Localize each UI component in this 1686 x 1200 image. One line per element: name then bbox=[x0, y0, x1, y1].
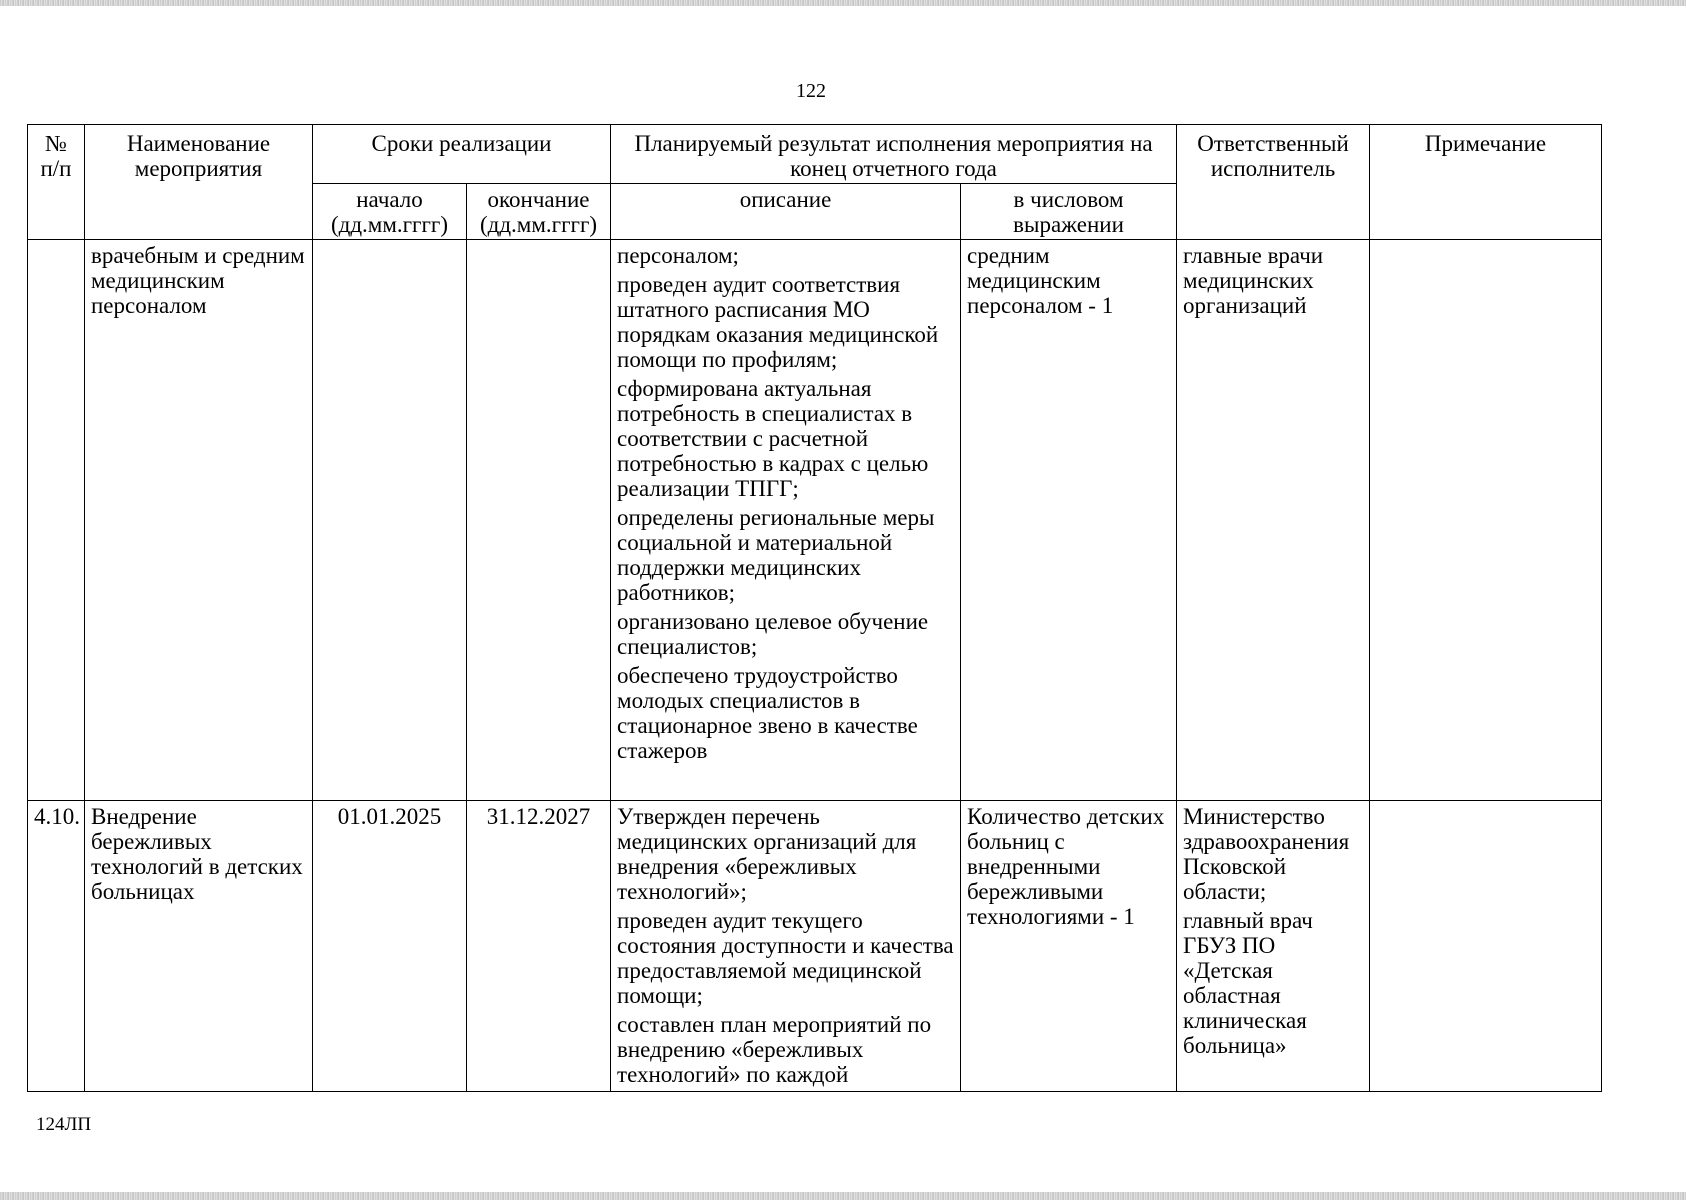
description-item: организовано целевое обучение специалистов; bbox=[617, 609, 929, 659]
cell-numeric: средним медицинским персоналом - 1 bbox=[961, 240, 1177, 801]
cell-start: 01.01.2025 bbox=[313, 801, 467, 1092]
description-item: сформирована актуальная потребность в специалистах в соответствии с расчетной потребностью в кадрах с целью реализации ТПГГ; bbox=[617, 376, 929, 501]
plan-table bbox=[27, 124, 1602, 1092]
header-row-main bbox=[28, 125, 1602, 184]
cell-description bbox=[611, 801, 961, 1092]
cell-num: 4.10. bbox=[28, 801, 85, 1092]
cell-responsible bbox=[1177, 240, 1370, 801]
page-number: 122 bbox=[796, 80, 826, 102]
cell-numeric: Количество детских больниц с внедренными бережливыми технологиями - 1 bbox=[961, 801, 1177, 1092]
cell-note bbox=[1370, 240, 1602, 801]
header-note: Примечание bbox=[1370, 125, 1602, 240]
header-result: Планируемый результат исполнения мероприятия на конец отчетного года bbox=[611, 125, 1177, 184]
table-row bbox=[28, 801, 1602, 1092]
responsible-item: Министерство здравоохранения Псковской области; bbox=[1183, 804, 1350, 904]
cell-name: Внедрение бережливых технологий в детских больницах bbox=[85, 801, 313, 1092]
header-description: описание bbox=[611, 184, 961, 240]
header-terms: Сроки реализации bbox=[313, 125, 611, 184]
description-item: составлен план мероприятий по внедрению «бережливых технологий» по каждой bbox=[617, 1012, 932, 1087]
cell-note bbox=[1370, 801, 1602, 1092]
cell-name: врачебным и средним медицинским персоналом bbox=[85, 240, 313, 801]
header-end: окончание (дд.мм.гггг) bbox=[467, 184, 611, 240]
description-item: Утвержден перечень медицинских организаций для внедрения «бережливых технологий»; bbox=[617, 804, 917, 904]
header-responsible: Ответственный исполнитель bbox=[1177, 125, 1370, 240]
header-numeric: в числовом выражении bbox=[961, 184, 1177, 240]
description-item: обеспечено трудоустройство молодых специалистов в стационарное звено в качестве стажеров bbox=[617, 663, 918, 763]
header-name: Наименование мероприятия bbox=[85, 125, 313, 240]
responsible-item: главные врачи медицинских организаций bbox=[1183, 243, 1324, 318]
cell-description bbox=[611, 240, 961, 801]
description-item: персоналом; bbox=[617, 243, 739, 268]
description-item: проведен аудит текущего состояния доступности и качества предоставляемой медицинской помощи; bbox=[617, 908, 954, 1008]
description-item: проведен аудит соответствия штатного расписания МО порядкам оказания медицинской помощи по профилям; bbox=[617, 272, 939, 372]
scan-edge-bottom bbox=[0, 1192, 1686, 1200]
header-num: № п/п bbox=[28, 125, 85, 240]
table-row bbox=[28, 240, 1602, 801]
description-item: определены региональные меры социальной и материальной поддержки медицинских работников; bbox=[617, 505, 935, 605]
responsible-item: главный врач ГБУЗ ПО «Детская областная клиническая больница» bbox=[1183, 908, 1313, 1058]
cell-end: 31.12.2027 bbox=[467, 801, 611, 1092]
cell-end bbox=[467, 240, 611, 801]
cell-num bbox=[28, 240, 85, 801]
header-start: начало (дд.мм.гггг) bbox=[313, 184, 467, 240]
cell-start bbox=[313, 240, 467, 801]
footer-code: 124ЛП bbox=[36, 1114, 92, 1135]
scan-edge-top bbox=[0, 0, 1686, 6]
cell-responsible bbox=[1177, 801, 1370, 1092]
